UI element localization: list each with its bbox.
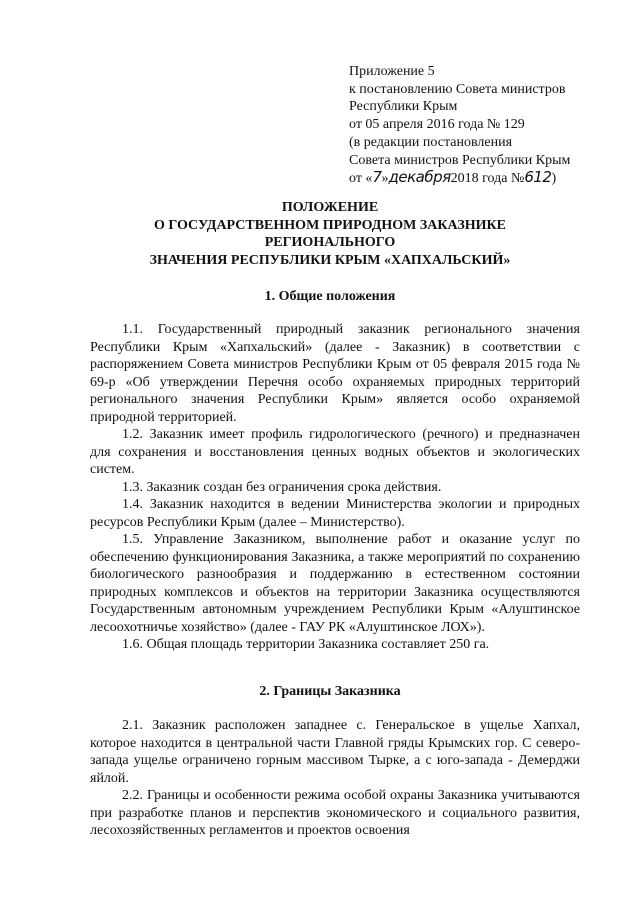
appendix-line: (в редакции постановления xyxy=(349,134,513,150)
paragraph: 2.1. Заказник расположен западнее с. Генеральское в ущелье Хапхал, которое находится в центральной части Главной гряды Крымских гор. С северо-запада ущелье ограничено горным массивом Тырке, а с юго-запада - Демерджи яйлой. xyxy=(90,718,580,786)
paragraph: 1.5. Управление Заказником, выполнение работ и оказание услуг по обеспечению функционирования Заказника, а также мероприятий по сохранению биологического разнообразия и поддержанию в естественном состоянии природных комплексов и объектов на территории Заказника осуществляются Государственным автономным учреждением Республики Крым «Алуштинское лесоохотничье хозяйство» (далее - ГАУ РК «Алуштинское ЛОХ»). xyxy=(90,532,580,635)
section-2-body xyxy=(90,717,580,840)
paragraph: 1.3. Заказник создан без ограничения срока действия. xyxy=(122,479,442,495)
appendix-line: Приложение 5 xyxy=(349,64,435,79)
appendix-line: Республики Крым xyxy=(349,99,458,115)
handwritten-month: декабря xyxy=(388,168,451,187)
document-title xyxy=(90,199,570,269)
title-line: ЗНАЧЕНИЯ РЕСПУБЛИКИ КРЫМ «ХАПХАЛЬСКИЙ» xyxy=(149,252,511,268)
appendix-line: к постановлению Совета министров xyxy=(349,81,566,97)
appendix-amendment-date-line xyxy=(349,169,619,188)
year-label: 2018 года № xyxy=(450,171,525,187)
paragraph: 1.6. Общая площадь территории Заказника составляет 250 га. xyxy=(122,637,490,652)
section-1-body xyxy=(90,321,580,654)
appendix-line: от 05 апреля 2016 года № 129 xyxy=(349,117,525,133)
title-line: РЕГИОНАЛЬНОГО xyxy=(264,235,396,250)
title-line: ПОЛОЖЕНИЕ xyxy=(281,200,379,215)
handwritten-day: 7 xyxy=(372,168,382,187)
paragraph: 2.2. Границы и особенности режима особой охраны Заказника учитываются при разработке планов и перспектив экономического и социального развития, лесохозяйственных регламентов и проектов освоения xyxy=(90,788,580,838)
handwritten-number: 612 xyxy=(524,168,552,187)
paragraph: 1.2. Заказник имеет профиль гидрологического (речного) и предназначен для сохранения и восстановления ценных водных объектов и экологических систем. xyxy=(90,427,580,477)
paragraph: 1.4. Заказник находится в ведении Министерства экологии и природных ресурсов Республики Крым (далее – Министерство). xyxy=(90,497,580,530)
section-2-heading: 2. Границы Заказника xyxy=(259,684,401,699)
closing-paren: ) xyxy=(551,171,557,187)
appendix-header xyxy=(349,63,619,188)
date-quote: » xyxy=(381,171,389,187)
title-line: О ГОСУДАРСТВЕННОМ ПРИРОДНОМ ЗАКАЗНИКЕ xyxy=(154,217,506,233)
section-1-heading: 1. Общие положения xyxy=(264,289,396,304)
paragraph: 1.1. Государственный природный заказник регионального значения Республики Крым «Хапхальский» (далее - Заказник) в соответствии с распоряжением Совета министров Республики Крым от 05 февраля 2015 года № 69-р «Об утверждении Перечня особо охраняемых природных территорий регионального значения Республики Крым» является особо охраняемой природной территорией. xyxy=(90,322,580,425)
appendix-line: Совета министров Республики Крым xyxy=(349,152,571,168)
date-prefix: от « xyxy=(349,171,373,187)
